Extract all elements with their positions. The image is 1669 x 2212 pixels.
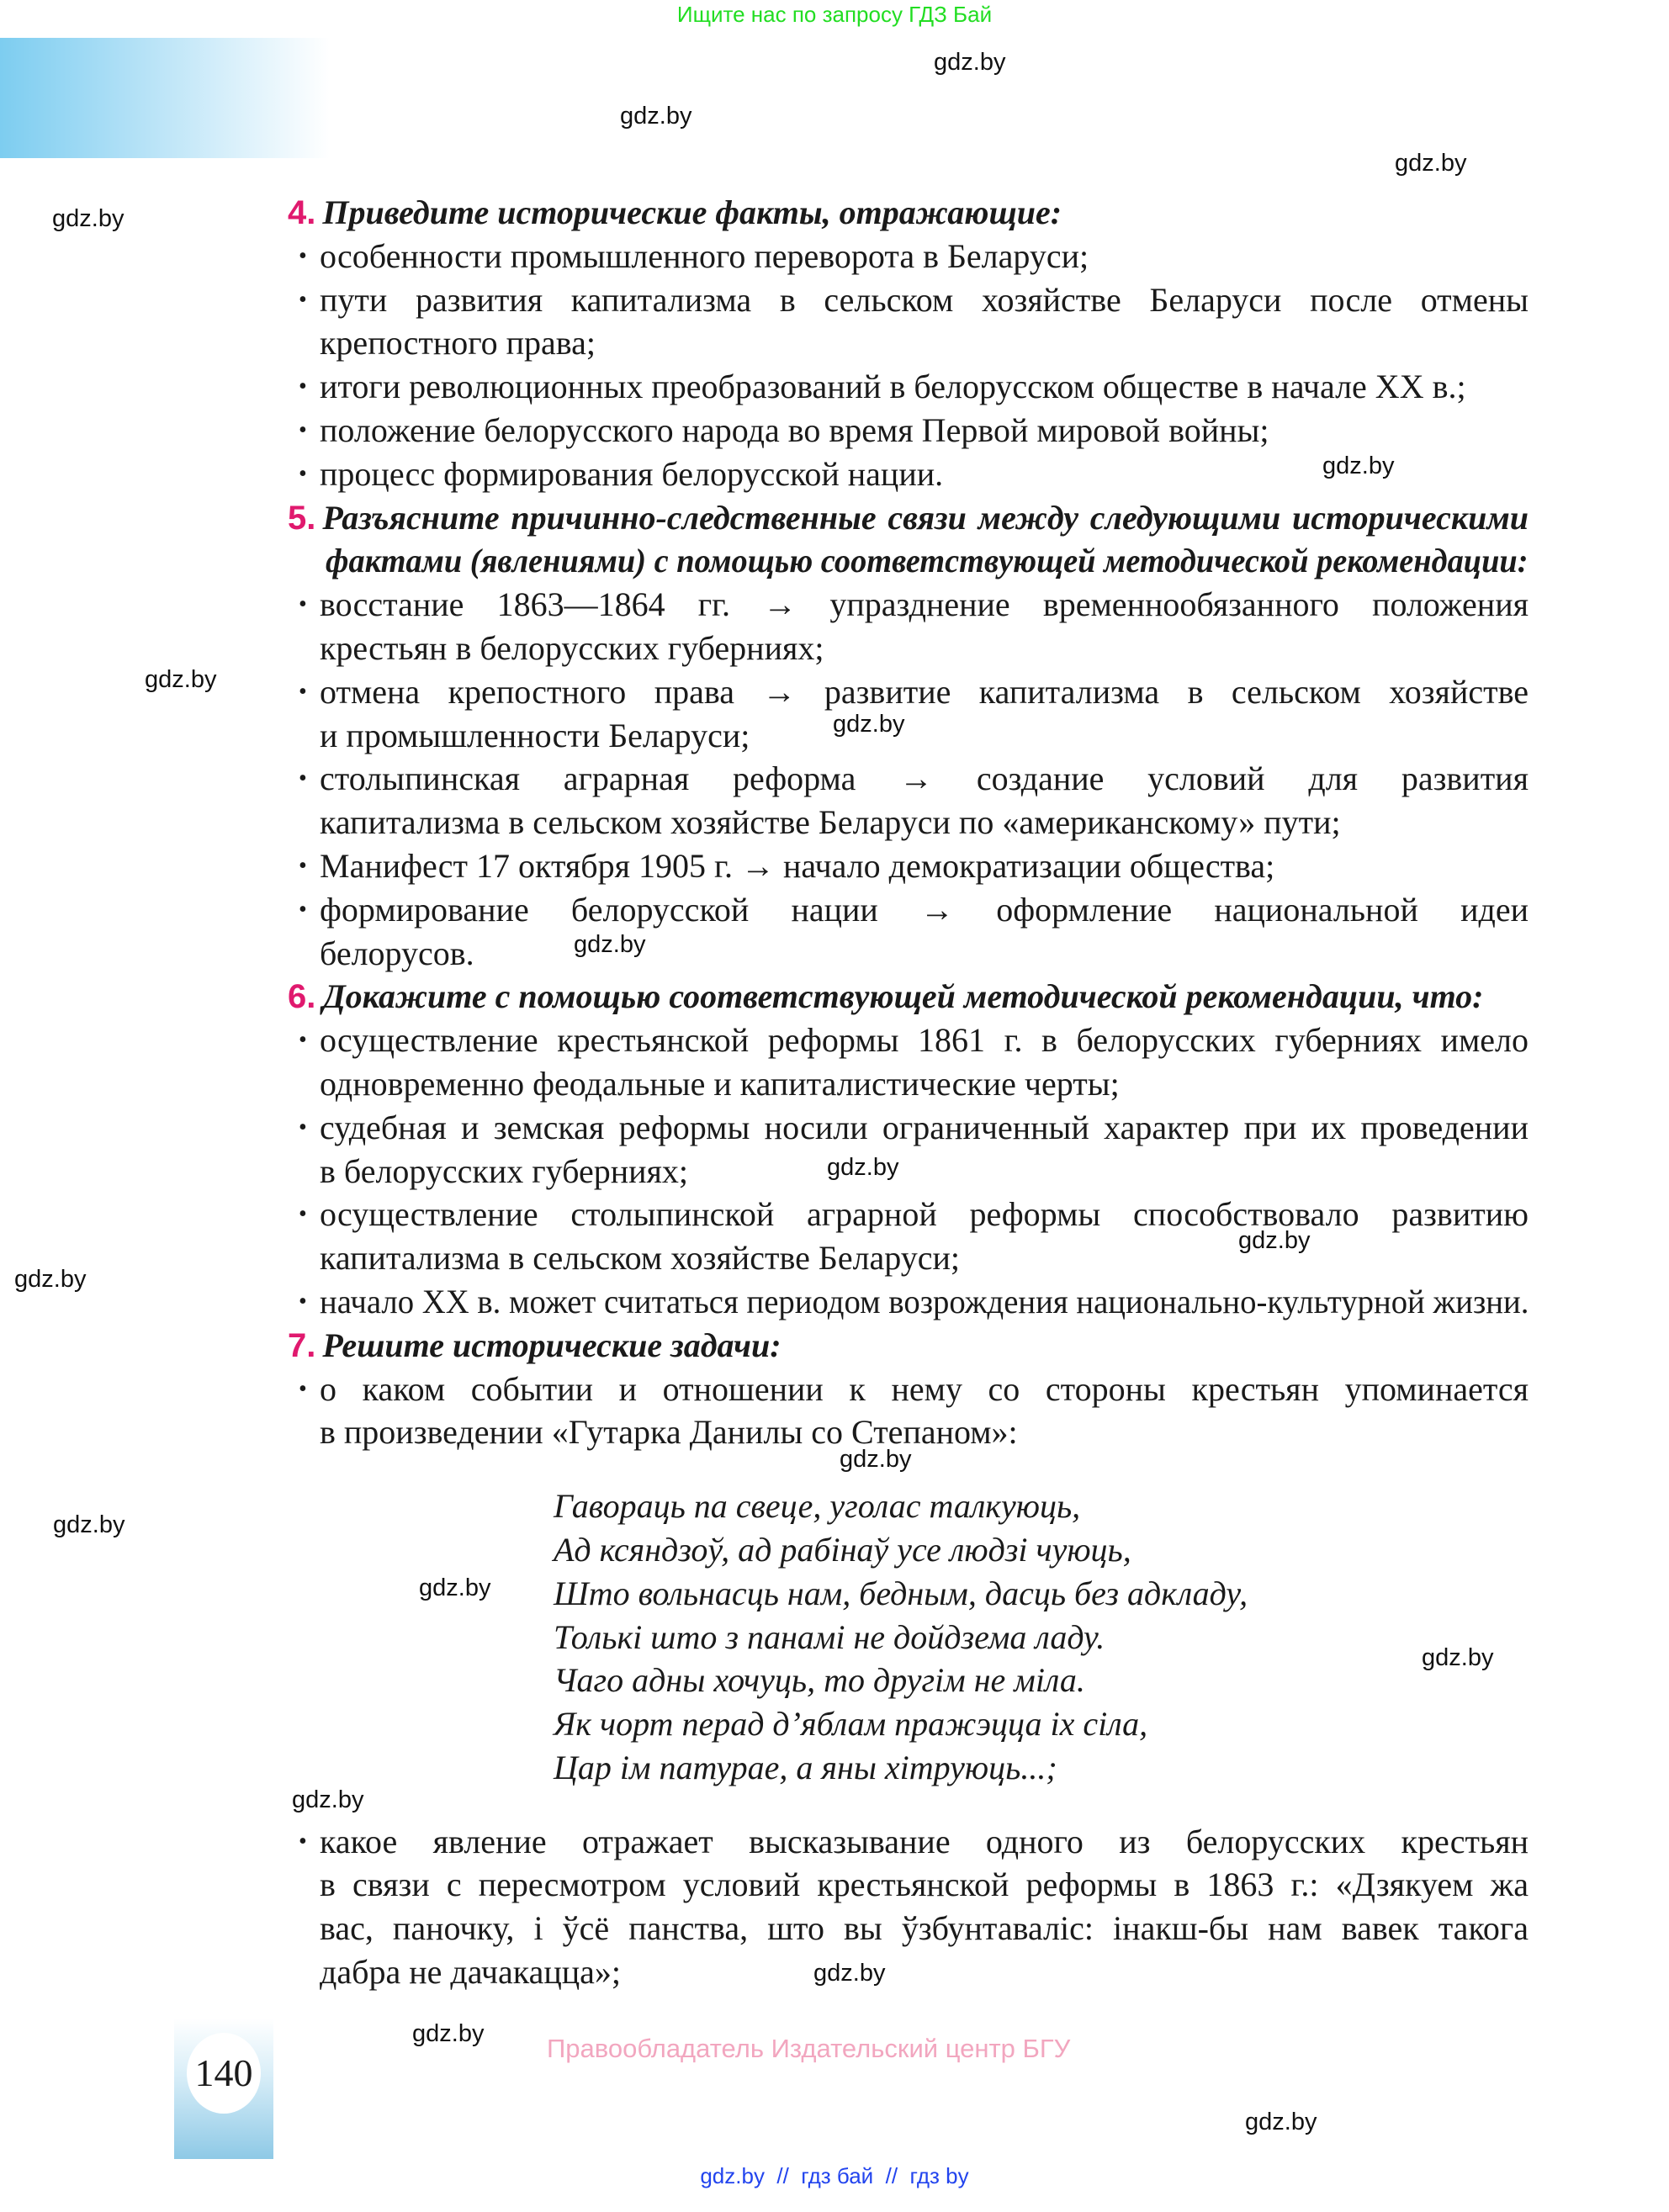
bullet-icon: • bbox=[299, 1027, 307, 1054]
search-hint: Ищите нас по запросу ГДЗ Бай bbox=[676, 2, 993, 27]
bullet-icon: • bbox=[299, 1375, 307, 1402]
item-line: особенности промышленного переворота в Беларуси; bbox=[320, 236, 1089, 275]
watermark: gdz.by bbox=[827, 1154, 899, 1181]
watermark: gdz.by bbox=[52, 205, 125, 232]
site-links[interactable]: gdz.by // гдз бай // гдз by bbox=[700, 2163, 969, 2188]
bullet-icon: • bbox=[299, 373, 307, 400]
bullet-icon: • bbox=[299, 1114, 307, 1140]
task-number: 5. bbox=[288, 499, 316, 537]
list-item bbox=[288, 1820, 1529, 1994]
header-banner bbox=[0, 38, 330, 158]
item-line: вас, паночку, і ўсё панства, што вы ўзбунтаваліс: інакш-бы нам вавек такога bbox=[320, 1909, 1529, 1948]
task-number: 6. bbox=[288, 978, 316, 1016]
item-line: осуществление столыпинской аграрной реформы способствовало развитию bbox=[320, 1195, 1529, 1234]
item-line: крепостного права; bbox=[320, 324, 596, 362]
item-line: восстание 1863—1864 гг. → упразднение временнообязанного положения bbox=[320, 585, 1529, 624]
copyright-note: Правообладатель Издательский центр БГУ bbox=[547, 2034, 1071, 2063]
item-line: в белорусских губерниях; bbox=[320, 1151, 689, 1190]
page-number: 140 bbox=[187, 2033, 261, 2114]
item-line: осуществление крестьянской реформы 1861 г. в белорусских губерниях имело bbox=[320, 1021, 1529, 1060]
bullet-icon: • bbox=[299, 460, 307, 487]
item-line: дабра не дачакацца»; bbox=[320, 1953, 622, 1992]
list-item bbox=[288, 1368, 1529, 1455]
list-item bbox=[288, 844, 1529, 888]
task-heading bbox=[288, 1324, 1529, 1368]
bullet-icon: • bbox=[299, 1288, 307, 1315]
heading-line bbox=[288, 496, 1529, 540]
task-heading bbox=[288, 975, 1529, 1019]
watermark: gdz.by bbox=[813, 1960, 886, 1987]
list-item bbox=[288, 365, 1529, 409]
bullet-icon: • bbox=[299, 852, 307, 879]
heading-line bbox=[326, 539, 1529, 583]
list-item bbox=[288, 452, 1529, 496]
watermark: gdz.by bbox=[934, 49, 1006, 76]
poem-line: Чаго адны хочуць, то другім не міла. bbox=[554, 1661, 1085, 1700]
heading-line bbox=[288, 1324, 1529, 1368]
list-item bbox=[288, 1193, 1529, 1280]
watermark: gdz.by bbox=[833, 711, 905, 738]
watermark: gdz.by bbox=[1422, 1644, 1494, 1671]
poem-line: Гавораць па свеце, уголас талкуюць, bbox=[554, 1487, 1081, 1526]
watermark: gdz.by bbox=[419, 1574, 491, 1601]
item-line: формирование белорусской нации → оформление национальной идеи bbox=[320, 890, 1529, 929]
list-item bbox=[288, 235, 1529, 278]
watermark: gdz.by bbox=[53, 1511, 125, 1538]
watermark: gdz.by bbox=[620, 103, 692, 130]
item-line: пути развития капитализма в сельском хозяйстве Беларуси после отмены bbox=[320, 280, 1529, 319]
poem-line: Ад ксяндзоў, ад рабінаў усе людзі чуюць, bbox=[554, 1530, 1131, 1569]
page-number-tab bbox=[174, 2019, 273, 2159]
list-item bbox=[288, 757, 1529, 844]
item-line: крестьян в белорусских губерниях; bbox=[320, 628, 824, 667]
task-number: 7. bbox=[288, 1326, 316, 1364]
heading-text: фактами (явлениями) с помощью соответствующей методической рекомендации: bbox=[326, 542, 1529, 580]
list-item bbox=[288, 670, 1529, 758]
item-line: процесс формирования белорусской нации. bbox=[320, 454, 944, 493]
bullet-icon: • bbox=[299, 678, 307, 705]
item-line: отмена крепостного права → развитие капитализма в сельском хозяйстве bbox=[320, 672, 1529, 711]
list-item bbox=[288, 1280, 1529, 1324]
watermark: gdz.by bbox=[145, 666, 217, 693]
list-item bbox=[288, 888, 1529, 976]
bullet-icon: • bbox=[299, 242, 307, 269]
poem-line: Як чорт перад д’яблам пражэцца іх сіла, bbox=[554, 1705, 1148, 1744]
item-line: Манифест 17 октября 1905 г. → начало демократизации общества; bbox=[320, 846, 1275, 885]
heading-text: Разъясните причинно-следственные связи между следующими историческими bbox=[322, 498, 1529, 537]
item-line: и промышленности Беларуси; bbox=[320, 716, 750, 754]
heading-text: Приведите исторические факты, отражающие: bbox=[322, 193, 1062, 231]
item-line: одновременно феодальные и капиталистические черты; bbox=[320, 1064, 1120, 1103]
item-line: начало XX в. может считаться периодом возрождения национально-культурной жизни. bbox=[320, 1282, 1529, 1320]
list-item bbox=[288, 278, 1529, 366]
watermark: gdz.by bbox=[412, 2020, 485, 2047]
watermark: gdz.by bbox=[1238, 1227, 1311, 1254]
poem-line: Цар ім патурае, а яны хітруюць...; bbox=[554, 1748, 1057, 1786]
heading-text: Решите исторические задачи: bbox=[322, 1326, 782, 1364]
watermark: gdz.by bbox=[14, 1266, 87, 1293]
item-line: в связи с пересмотром условий крестьянской реформы в 1863 г.: «Дзякуем жа bbox=[320, 1865, 1529, 1904]
item-line: капитализма в сельском хозяйстве Беларуси по «американскому» пути; bbox=[320, 803, 1341, 842]
item-line: судебная и земская реформы носили ограниченный характер при их проведении bbox=[320, 1108, 1529, 1146]
task-heading bbox=[288, 496, 1529, 584]
bullet-icon: • bbox=[299, 765, 307, 792]
bullet-icon: • bbox=[299, 591, 307, 618]
bullet-icon: • bbox=[299, 896, 307, 923]
task-heading bbox=[288, 191, 1529, 235]
bullet-icon: • bbox=[299, 416, 307, 443]
heading-line bbox=[288, 975, 1529, 1019]
task-number: 4. bbox=[288, 194, 316, 231]
item-line: в произведении «Гутарка Данилы со Степаном»: bbox=[320, 1413, 1018, 1452]
poem bbox=[554, 1484, 1529, 1790]
watermark: gdz.by bbox=[292, 1786, 364, 1813]
watermark: gdz.by bbox=[1395, 150, 1467, 177]
list-item bbox=[288, 583, 1529, 670]
watermark: gdz.by bbox=[1322, 452, 1395, 479]
watermark: gdz.by bbox=[1245, 2109, 1317, 2135]
list-item bbox=[288, 1019, 1529, 1106]
list-item bbox=[288, 409, 1529, 452]
heading-text: Докажите с помощью соответствующей методической рекомендации, что: bbox=[322, 977, 1484, 1016]
bullet-icon: • bbox=[299, 1201, 307, 1228]
watermark: gdz.by bbox=[840, 1446, 912, 1473]
watermark: gdz.by bbox=[574, 931, 646, 958]
task-list bbox=[288, 191, 1529, 1994]
item-line: столыпинская аграрная реформа → создание условий для развития bbox=[320, 759, 1529, 798]
item-line: белорусов. bbox=[320, 934, 474, 972]
item-line: капитализма в сельском хозяйстве Беларуси; bbox=[320, 1239, 961, 1278]
heading-line bbox=[288, 191, 1529, 235]
item-line: о каком событии и отношении к нему со стороны крестьян упоминается bbox=[320, 1369, 1529, 1408]
item-line: какое явление отражает высказывание одного из белорусских крестьян bbox=[320, 1822, 1529, 1860]
item-line: итоги революционных преобразований в белорусском обществе в начале XX в.; bbox=[320, 368, 1466, 406]
poem-line: Што вольнасць нам, бедным, дасць без адкладу, bbox=[554, 1574, 1248, 1612]
list-item bbox=[288, 1106, 1529, 1193]
item-line: положение белорусского народа во время Первой мировой войны; bbox=[320, 410, 1269, 449]
bullet-icon: • bbox=[299, 1828, 307, 1855]
poem-line: Толькі што з панамі не дойдзема ладу. bbox=[554, 1617, 1105, 1656]
bullet-icon: • bbox=[299, 286, 307, 313]
